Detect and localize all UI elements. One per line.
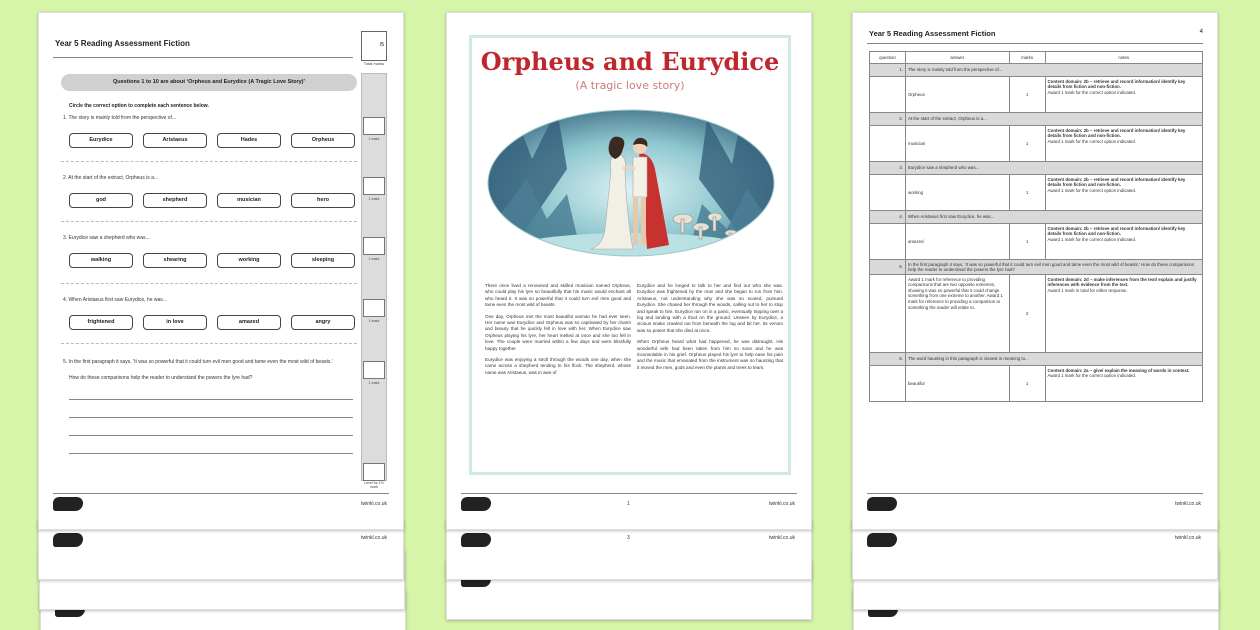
answer-line[interactable] (69, 453, 353, 454)
question-sheet: Year 5 Reading Assessment Fiction /5 Total marks Questions 1 to 10 are about ‘Orpheus and Eurydice (A Tragic Love Story)’ Circle the correct option to complete each sentence below. 1. The story is mainly told from the perspective of... Eurydice Aristaeus Hades Orpheus 1 mark 2. At the start of the extract, Orpheus is a... god shepherd musician hero 1 mark 3. Eurydice saw a shepherd who was... walking shearing working sleeping 1 mark 4. When Aristaeus first saw Eurydice, he was... frightened in love amazed angry 1 mark 5. In the first paragraph it says, ‘It was so powerful that it could turn evil men good and tame even the most wild of beasts.’ How do these comparisons help the reader to understand the powers the lyre had? 1 mark Level for 1% mark twinkl.co.uk (38, 12, 404, 530)
footer-site: twinkl.co.uk (769, 501, 795, 507)
sheet-title: Year 5 Reading Assessment Fiction (869, 29, 996, 38)
story-sheet (446, 12, 812, 530)
question-1-text: 1. The story is mainly told from the perspective of... (63, 115, 177, 121)
row-question: At the start of the extract, Orpheus is a... (905, 113, 1202, 126)
twinkl-logo (461, 497, 491, 511)
row-answer: working (905, 175, 1009, 211)
q5-mark-box[interactable] (363, 361, 385, 379)
orpheus-eurydice-illustration (487, 109, 775, 257)
row-marks: 1 (1009, 366, 1045, 402)
twinkl-logo (461, 533, 491, 547)
story-column-1 (485, 283, 631, 381)
row-answer: musician (905, 126, 1009, 162)
twinkl-logo (867, 497, 897, 511)
row-marks: 1 (1009, 224, 1045, 260)
total-score-box[interactable]: /5 (361, 31, 387, 61)
row-award: Award 1 mark for the correct option indicated. (1047, 236, 1137, 242)
q2-option-1[interactable]: god (69, 193, 133, 208)
twinkl-logo (53, 497, 83, 511)
question-5-text: 5. In the first paragraph it says, ‘It was so powerful that it could turn evil men good and tame even the most wild of beasts.’ (63, 359, 333, 365)
header-answer: answer (905, 52, 1009, 64)
mark-scheme-table: question answer marks notes 1. The story is mainly told from the perspective of... Orpheus 1 Content domain: 2b – retrieve and record information/ identify key details from fiction and non-fiction. Award 1 mark for the correct option indicated. 2. At the start of the extract, Orpheus is a... musician 1 Content domain: 2b – retrieve and record information/ identify key details from fiction and non-fiction. Award 1 mark for the correct option indicated. 3. Eurydice saw a shepherd who was... working 1 Content domain: 2b – retrieve and record information/ identify key details from fiction and non-fiction. Award 1 mark for the correct option indicated. 4. When Aristaeus first saw Eurydice, he was... amazed 1 Content domain: 2b – retrieve and record information/ identify key details from fiction and non-fiction. Award 1 mark for the correct option indicated. 5. In the first paragraph it says, ‘It was so powerful that it could turn evil men good and tame even the most wild of beasts.’ How do these comparisons help the reader to understand the powers the lyre had? Award 1 mark for reference to providing comparisons that are two opposite extremes, showing it was so powerful that it could change something from one extreme to another. Award 1 mark for reference to providing a comparison to something the reader will relate to. 2 Content domain: 2d – make inferences from the text/ explain and justify inferences with evidence from the text. Award 1 mark in total for either response. 6. The word haunting in this paragraph is closest in meaning to... beautiful 1 Content domain: 2a – give/ explain the meaning of words in context. Award 1 mark for the correct option indicated. (869, 51, 1203, 402)
q4-option-2[interactable]: in love (143, 315, 207, 330)
row-marks: 1 (1009, 77, 1045, 113)
row-award: Award 1 mark for the correct option indicated. (1047, 373, 1137, 379)
row-domain: Content domain: 2b – retrieve and record information/ identify key details from fiction and non-fiction. (1047, 127, 1186, 139)
row-award: Award 1 mark for the correct option indicated. (1047, 89, 1137, 95)
q3-mark-box[interactable] (363, 237, 385, 255)
header-marks: marks (1009, 52, 1045, 64)
q2-mark-box[interactable] (363, 177, 385, 195)
row-answer: amazed (905, 224, 1009, 260)
row-marks: 2 (1009, 275, 1045, 353)
story-paragraph: There once lived a renowned and skilled musician named Orpheus, who could play his lyre so beautifully that his music would enchant all who heard it. It was so powerful that it could turn evil men good and tame even the most wild of beasts. (485, 283, 631, 308)
underlying-sheet: twinkl.co.uk (852, 520, 1218, 580)
story-paragraph: Eurydice and he longed to talk to her and find out who she was. Eurydice was frightened by the man and she began to run from him. Aristaeus, not understanding why she was so scared, pursued Eurydice. She chased her through the woods, calling out to her to stop and speak to him. Eurydice ran on in a panic, eventually tripping over a log and landing with a thud on the ground. Unseen by Eurydice, a vicious snake crawled out from beneath the log and bit her. Its venom was so potent that she died at once. (637, 283, 783, 333)
row-award: Award 1 mark in total for either response. (1047, 287, 1128, 293)
section-heading: Questions 1 to 10 are about ‘Orpheus and Eurydice (A Tragic Love Story)’ (61, 74, 357, 91)
header-question: question (870, 52, 906, 64)
question-2-text: 2. At the start of the extract, Orpheus is a... (63, 175, 159, 181)
story-paragraph: When Orpheus heard what had happened, he was distraught. His wonderful wife had been taken from him so soon and he was inconsolable in his grief. Orpheus played his lyre to help ease his pain and the music that emanated from the instrument was so haunting that it moved the men, gods and even the plants and trees to tears. (637, 339, 783, 370)
sheet-title: Year 5 Reading Assessment Fiction (55, 39, 190, 48)
question-5-subtext: How do these comparisons help the reader to understand the powers the lyre had? (69, 375, 253, 381)
q1-option-2[interactable]: Aristaeus (143, 133, 207, 148)
instruction-text: Circle the correct option to complete each sentence below. (69, 103, 209, 109)
underlying-sheet: 3 twinkl.co.uk (446, 520, 812, 580)
q3-option-2[interactable]: shearing (143, 253, 207, 268)
answer-line[interactable] (69, 435, 353, 436)
story-subtitle: (A tragic love story) (575, 79, 685, 92)
row-domain: Content domain: 2b – retrieve and record information/ identify key details from fiction and non-fiction. (1047, 225, 1186, 237)
header-notes: notes (1045, 52, 1202, 64)
row-award: Award 1 mark for the correct option indicated. (1047, 138, 1137, 144)
row-answer: beautiful (905, 366, 1009, 402)
row-question: The story is mainly told from the perspective of... (905, 64, 1202, 77)
row-domain: Content domain: 2b – retrieve and record information/ identify key details from fiction and non-fiction. (1047, 78, 1186, 90)
row-question: In the first paragraph it says, ‘It was so powerful that it could turn evil men good and tame even the most wild of beasts.’ How do these comparisons help the reader to understand the powers the lyre had? (905, 260, 1202, 275)
row-marks: 1 (1009, 126, 1045, 162)
answer-line[interactable] (69, 417, 353, 418)
q1-option-4[interactable]: Orpheus (291, 133, 355, 148)
q2-option-3[interactable]: musician (217, 193, 281, 208)
story-paragraph: One day, Orpheus met the most beautiful woman he had ever seen. Her name was Eurydice and Orpheus was so captivated by her charm and beauty that he quickly fell in love with her. When Eurydice saw Orpheus playing his lyre, her heart melted at once and she too fell in love. The couple were married within a few days and were blissfully happy together. (485, 313, 631, 351)
story-title: Orpheus and Eurydice (480, 47, 780, 76)
question-4-text: 4. When Aristaeus first saw Eurydice, he was... (63, 297, 167, 303)
q5-level-box[interactable] (363, 463, 385, 481)
q4-mark-box[interactable] (363, 299, 385, 317)
q4-option-3[interactable]: amazed (217, 315, 281, 330)
row-question: The word haunting in this paragraph is closest in meaning to... (905, 353, 1202, 366)
footer-site: twinkl.co.uk (361, 501, 387, 507)
twinkl-logo (53, 533, 83, 547)
q1-option-1[interactable]: Eurydice (69, 133, 133, 148)
row-domain: Content domain: 2d – make inferences from the text/ explain and justify inferences with evidence from the text. (1047, 276, 1197, 288)
row-answer: Orpheus (905, 77, 1009, 113)
row-answer: Award 1 mark for reference to providing comparisons that are two opposite extremes, showing it was so powerful that it could change something from one extreme to another. Award 1 mark for reference to providing a comparison to something the reader will relate to. (905, 275, 1009, 353)
q2-option-2[interactable]: shepherd (143, 193, 207, 208)
page-number: 4 (1199, 29, 1203, 35)
row-award: Award 1 mark for the correct option indicated. (1047, 187, 1137, 193)
row-question: Eurydice saw a shepherd who was... (905, 162, 1202, 175)
mark-scheme-sheet (852, 12, 1218, 530)
row-domain: Content domain: 2b – retrieve and record information/ identify key details from fiction and non-fiction. (1047, 176, 1186, 188)
q3-option-1[interactable]: walking (69, 253, 133, 268)
underlying-sheet: twinkl.co.uk (38, 520, 404, 580)
q4-option-4[interactable]: angry (291, 315, 355, 330)
row-marks: 1 (1009, 175, 1045, 211)
footer-site: twinkl.co.uk (1175, 501, 1201, 507)
total-score-caption: Total marks (363, 61, 385, 66)
q3-option-3[interactable]: working (217, 253, 281, 268)
q2-option-4[interactable]: hero (291, 193, 355, 208)
q4-option-1[interactable]: frightened (69, 315, 133, 330)
row-question: When Aristaeus first saw Eurydice, he was... (905, 211, 1202, 224)
q1-mark-box[interactable] (363, 117, 385, 135)
story-paragraph: Eurydice was enjoying a stroll through the woods one day, when she came across a shepherd tending to his flock. The shepherd, whose name was Aristaeus, was in awe of (485, 357, 631, 375)
row-domain: Content domain: 2a – give/ explain the meaning of words in context. (1047, 367, 1190, 373)
twinkl-logo (867, 533, 897, 547)
answer-line[interactable] (69, 399, 353, 400)
question-3-text: 3. Eurydice saw a shepherd who was... (63, 235, 150, 241)
footer-page-number: 1 (627, 501, 630, 507)
q3-option-4[interactable]: sleeping (291, 253, 355, 268)
q1-option-3[interactable]: Hades (217, 133, 281, 148)
story-column-2 (637, 283, 783, 376)
